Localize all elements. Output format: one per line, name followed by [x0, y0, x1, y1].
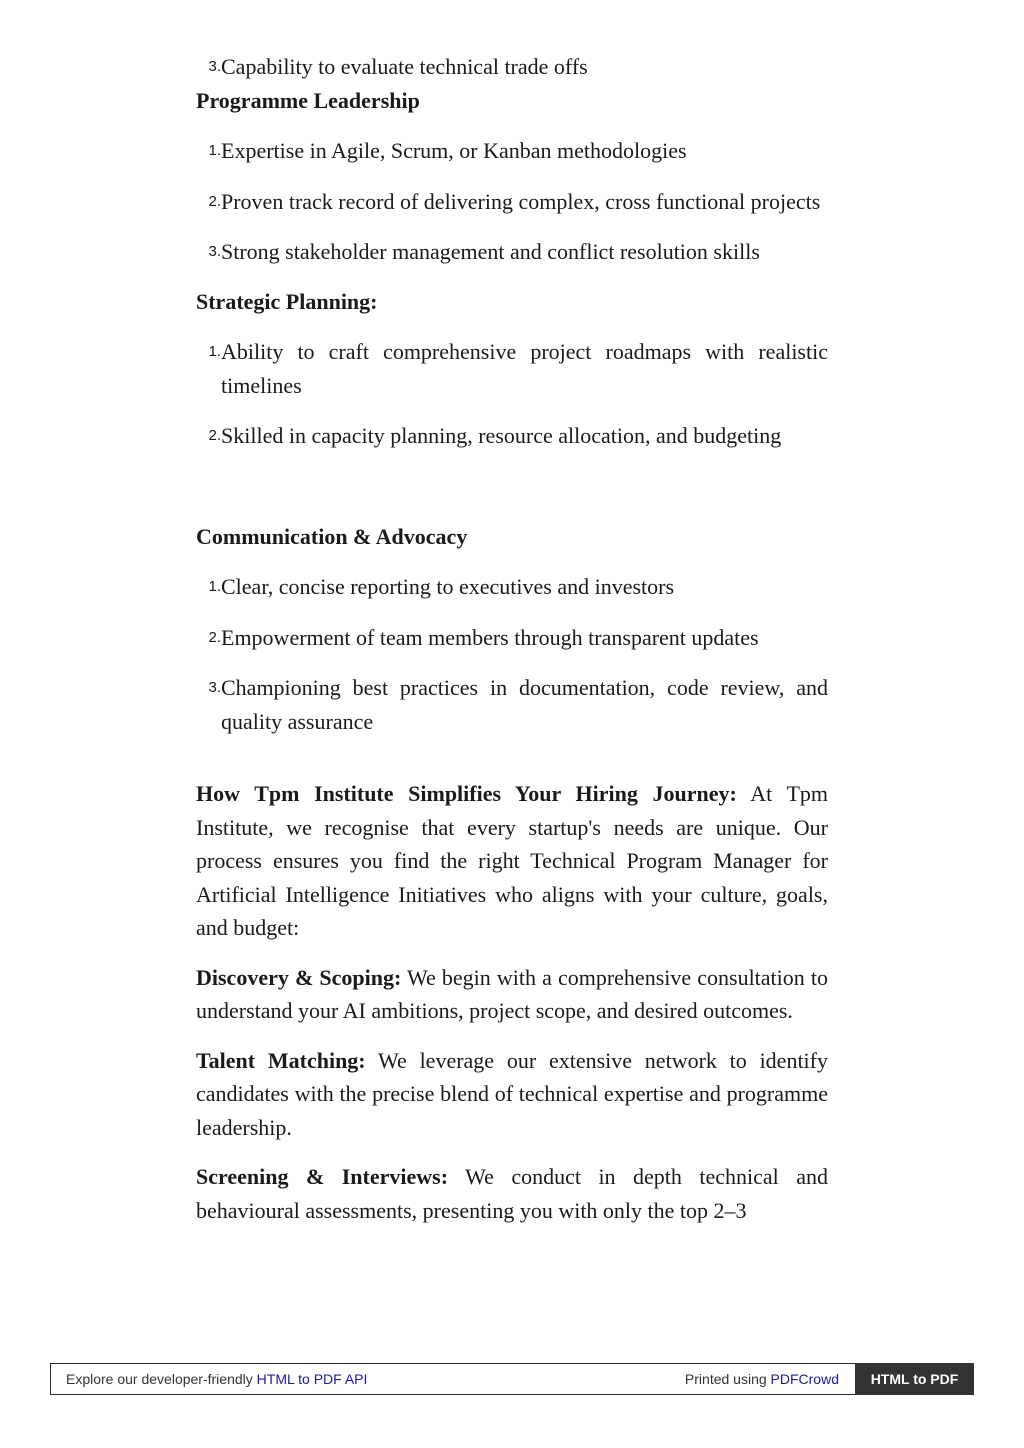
document-body: [196, 50, 828, 1227]
list-item: [196, 134, 828, 168]
list-item: [196, 671, 828, 738]
list-number: 3.: [208, 243, 221, 260]
paragraph-lead: Screening & Interviews:: [196, 1164, 449, 1189]
list-item-text: Strong stakeholder management and conflict resolution skills: [221, 239, 760, 264]
list-item-text: Championing best practices in documentation, code review, and quality assurance: [221, 675, 828, 734]
list-number: 2.: [208, 192, 221, 210]
list-item-text: Skilled in capacity planning, resource allocation, and budgeting: [221, 423, 782, 448]
paragraph-text: At Tpm Institute, we recognise that every startup's needs are unique. Our process ensures you find the right Technical Program Manager for Artificial Intelligence Initiatives who aligns with your culture, goals, and budget:: [196, 781, 828, 940]
pdfcrowd-link[interactable]: PDFCrowd: [770, 1371, 839, 1387]
section-heading-communication-advocacy: Communication & Advocacy: [196, 523, 468, 549]
footer-explore: [51, 1371, 685, 1387]
list-number: 1.: [208, 343, 221, 360]
footer-printed: [685, 1371, 855, 1387]
list-item-text: Capability to evaluate technical trade offs: [221, 54, 588, 79]
list-number: 3.: [208, 58, 221, 75]
list-item: [196, 50, 828, 84]
list-item-text: Proven track record of delivering complex, cross functional projects: [221, 188, 821, 214]
list-item: [196, 621, 828, 655]
list-item-text: Expertise in Agile, Scrum, or Kanban methodologies: [221, 138, 687, 163]
section-heading-strategic-planning: Strategic Planning:: [196, 288, 378, 314]
list-number: 1.: [208, 142, 221, 159]
paragraph-talent-matching: [196, 1044, 828, 1145]
section-heading-programme-leadership: Programme Leadership: [196, 87, 420, 113]
list-item: [196, 570, 828, 604]
list-number: 2.: [208, 628, 221, 646]
list-item: [196, 419, 828, 453]
pdfcrowd-footer: [50, 1363, 974, 1395]
list-item: [196, 185, 828, 219]
paragraph-text: We leverage our extensive network to identify candidates with the precise blend of technical expertise and programme leadership.: [196, 1047, 828, 1140]
paragraph-discovery-scoping: [196, 961, 828, 1028]
list-number: 2.: [208, 427, 221, 444]
list-item-text: Empowerment of team members through transparent updates: [221, 624, 759, 650]
list-item-text: Ability to craft comprehensive project roadmaps with realistic timelines: [221, 339, 828, 398]
paragraph-text: We begin with a comprehensive consultation to understand your AI ambitions, project scope, and desired outcomes.: [196, 964, 829, 1023]
paragraph-lead: Discovery & Scoping:: [196, 964, 402, 990]
paragraph-screening-interviews: [196, 1160, 828, 1227]
html-to-pdf-api-link[interactable]: HTML to PDF API: [256, 1371, 368, 1387]
html-to-pdf-button[interactable]: HTML to PDF: [855, 1363, 974, 1395]
paragraph-lead: Talent Matching:: [196, 1047, 366, 1073]
paragraph-lead: How Tpm Institute Simplifies Your Hiring Journey:: [196, 781, 737, 806]
list-number: 3.: [208, 679, 221, 696]
list-number: 1.: [208, 578, 221, 595]
list-item: [196, 335, 828, 402]
list-item-text: Clear, concise reporting to executives and investors: [221, 574, 675, 599]
list-item: [196, 235, 828, 269]
footer-explore-text: Explore our developer-friendly: [66, 1371, 257, 1387]
paragraph-text: We conduct in depth technical and behavioural assessments, presenting you with only the top 2–3: [196, 1164, 828, 1223]
footer-printed-text: Printed using: [684, 1371, 771, 1387]
paragraph-hiring-journey: [196, 777, 828, 945]
